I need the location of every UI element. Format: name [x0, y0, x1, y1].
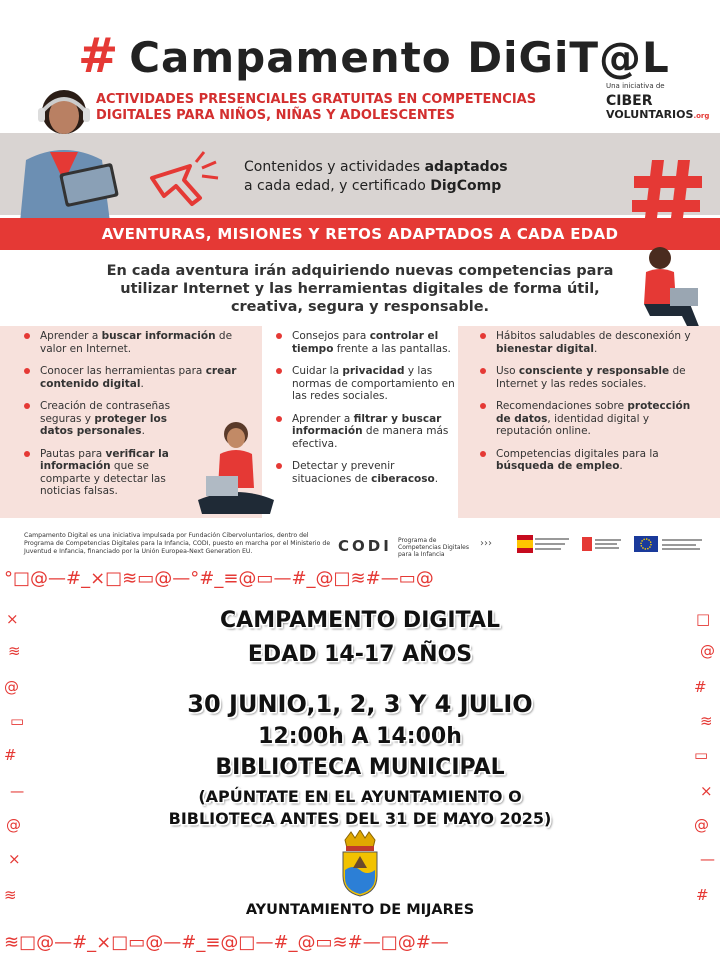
event-age: EDAD 14-17 AÑOS [247, 642, 473, 667]
svg-text:°□@—#_×□≋▭@—°#_≡@▭—#_@□≋#—▭@: °□@—#_×□≋▭@—°#_≡@▭—#_@□≋#—▭@ [4, 568, 434, 589]
svg-text:×: × [8, 850, 21, 868]
svg-text:≋: ≋ [8, 642, 21, 660]
svg-text:×: × [6, 610, 19, 628]
svg-text:@: @ [700, 642, 715, 660]
codi-arrows: ››› [480, 538, 492, 549]
svg-text:#: # [694, 678, 707, 696]
list-item: Hábitos saludables de desconexión y bienestar digital. [478, 330, 700, 355]
content-description [244, 158, 594, 196]
list-item: Consejos para controlar el tiempo frente a las pantallas. [274, 330, 456, 355]
campaign-title-text: Campamento DiGiT@L [129, 33, 670, 82]
svg-text:□: □ [696, 610, 711, 628]
svg-text:—: — [700, 850, 715, 868]
campaign-subtitle: ACTIVIDADES PRESENCIALES GRATUITAS EN COMPETENCIAS DIGITALES PARA NIÑOS, NIÑAS Y ADOLESCENTES [96, 92, 537, 123]
list-item: Aprender a filtrar y buscar información de manera más efectiva. [274, 413, 456, 451]
content-line2: a cada edad, y certificado DigComp [244, 178, 502, 194]
event-note-line2: BIBLIOTECA ANTES DEL 31 DE MAYO 2025) [168, 809, 552, 828]
adventures-banner-text: AVENTURAS, MISIONES Y RETOS ADAPTADOS A CADA EDAD [101, 225, 619, 243]
hashtag-icon: # [78, 28, 120, 84]
topics-column-3 [478, 330, 700, 483]
list-item: Conocer las herramientas para crear contenido digital. [22, 365, 252, 390]
svg-text:≋: ≋ [4, 886, 17, 904]
list-item: Uso consciente y responsable de Internet y las redes sociales. [478, 365, 700, 390]
svg-text:—: — [10, 782, 25, 800]
organizer: AYUNTAMIENTO DE MIJARES [245, 902, 475, 918]
svg-text:▭: ▭ [694, 746, 709, 764]
svg-text:≋: ≋ [700, 712, 713, 730]
footer-credits: Campamento Digital es una iniciativa impulsada por Fundación Cibervoluntarios, dentro del Programa de Competencias Digitales para la Infancia, CODI, puesto en marcha por el Ministerio de Juventud e Infancia, financiado por la Unión Europea-Next Generation EU. [24, 532, 331, 555]
svg-text:#: # [696, 886, 709, 904]
girl-with-tablet-illustration [6, 82, 124, 222]
content-line1: Contenidos y actividades adaptados [244, 159, 508, 175]
codi-subtitle: Programa de Competencias Digitales para la Infancia [398, 537, 470, 558]
event-time: 12:00h A 14:00h [258, 724, 462, 749]
svg-text:#: # [4, 746, 17, 764]
list-item: Aprender a buscar información de valor en Internet. [22, 330, 252, 355]
ciber-line1: CIBER [606, 93, 653, 109]
list-item: Detectar y prevenir situaciones de ciberacoso. [274, 460, 456, 485]
svg-text:@: @ [694, 816, 709, 834]
svg-text:@: @ [4, 678, 19, 696]
event-place: BIBLIOTECA MUNICIPAL [215, 755, 505, 780]
event-title: CAMPAMENTO DIGITAL [220, 608, 500, 633]
event-dates: 30 JUNIO,1, 2, 3 Y 4 JULIO [187, 690, 533, 718]
topics-column-2 [274, 330, 456, 495]
boy-with-laptop-illustration [190, 418, 274, 520]
event-note-line1: (APÚNTATE EN EL AYUNTAMIENTO O [198, 787, 522, 806]
mijares-coat-of-arms [337, 830, 383, 898]
svg-text:≋□@—#_×□▭@—#_≡@□—#_@▭≋#—□@#—: ≋□@—#_×□▭@—#_≡@□—#_@▭≋#—□@#— [4, 932, 449, 953]
spain-flag-logo [517, 535, 569, 553]
eu-flag-logo [634, 536, 706, 554]
recovery-plan-logo [582, 535, 624, 553]
list-item: Cuidar la privacidad y las normas de comportamiento en las redes sociales. [274, 365, 456, 403]
list-item: Recomendaciones sobre protección de datos, identidad digital y reputación online. [478, 400, 700, 438]
svg-text:@: @ [6, 816, 21, 834]
campaign-title [78, 28, 670, 84]
svg-text:×: × [700, 782, 713, 800]
list-item: Pautas para verificar la información que se comparte y detectar las noticias falsas. [22, 448, 200, 498]
svg-text:▭: ▭ [10, 712, 25, 730]
list-item: Competencias digitales para la búsqueda de empleo. [478, 448, 700, 473]
codi-logo: CODI [338, 537, 392, 555]
list-item: Creación de contraseñas seguras y proteger los datos personales. [22, 400, 200, 438]
intro-text: En cada aventura irán adquiriendo nuevas competencias para utilizar Internet y las herramientas digitales de forma útil, creativa, segura y responsable. [106, 263, 614, 315]
cibervoluntarios-logo [606, 82, 710, 122]
ciber-line2: VOLUNTARIOS.org [606, 108, 710, 121]
initiative-label: Una iniciativa de [606, 82, 665, 90]
cursor-click-icon [146, 150, 222, 210]
